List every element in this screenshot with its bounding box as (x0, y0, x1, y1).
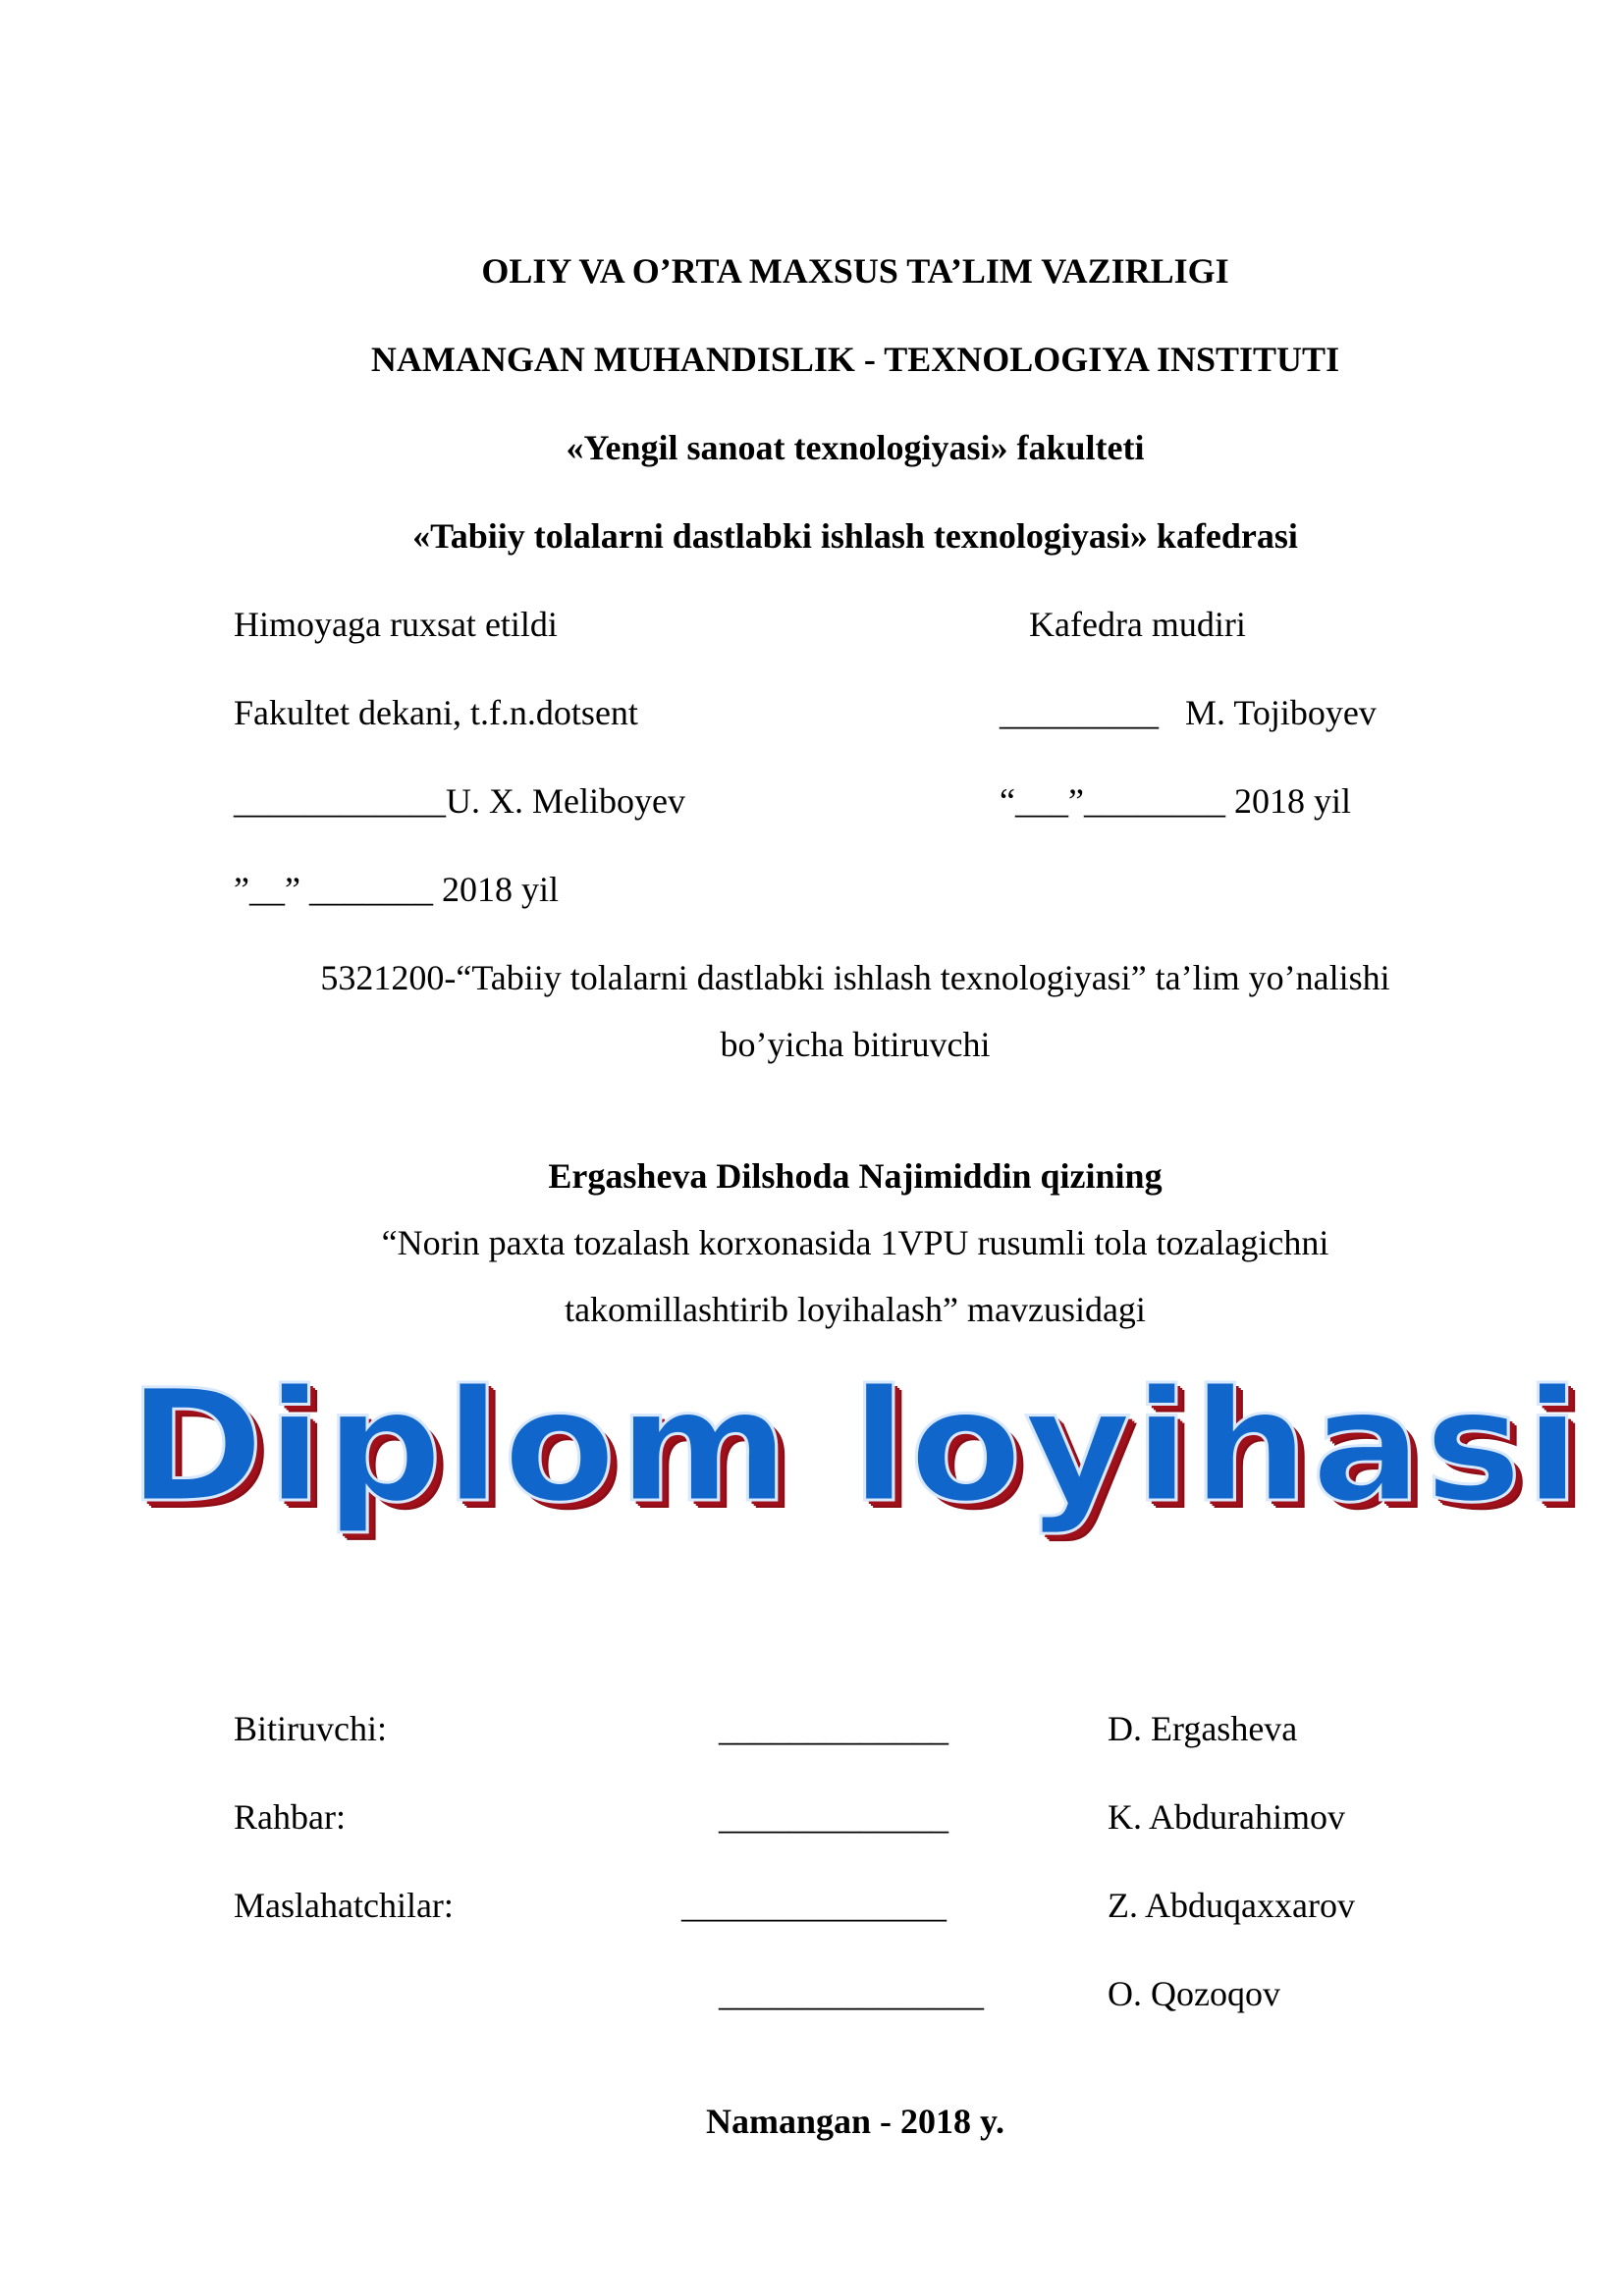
approval-right-line2: _________ M. Tojiboyev (1000, 693, 1377, 732)
approval-right-line3: “___”________ 2018 yil (1000, 781, 1351, 821)
signature-role-1: Bitiruvchi: (234, 1709, 387, 1748)
signature-role-2: Rahbar: (234, 1797, 346, 1837)
faculty-heading: «Yengil sanoat texnologiyasi» fakulteti (566, 428, 1145, 467)
program-line2: bo’yicha bitiruvchi (720, 1025, 991, 1064)
topic-line2: takomillashtirib loyihalash” mavzusidagi (565, 1290, 1146, 1329)
signature-blank-4: _______________ (719, 1974, 984, 2013)
signature-blank-3: _______________ (681, 1886, 947, 1925)
student-name: Ergasheva Dilshoda Najimiddin qizining (548, 1156, 1163, 1196)
signature-name-4: O. Qozoqov (1108, 1974, 1280, 2013)
approval-left-line4: ”__” _______ 2018 yil (234, 870, 559, 909)
footer-place-year: Namangan - 2018 y. (705, 2102, 1005, 2141)
ministry-heading: OLIY VA O’RTA MAXSUS TA’LIM VAZIRLIGI (481, 251, 1229, 291)
department-heading: «Tabiiy tolalarni dastlabki ishlash texnologiyasi» kafedrasi (412, 516, 1298, 556)
signature-role-3: Maslahatchilar: (234, 1886, 454, 1925)
approval-left-line3: ____________U. X. Meliboyev (234, 781, 685, 821)
topic-line1: “Norin paxta tozalash korxonasida 1VPU rusumli tola tozalagichni (381, 1223, 1329, 1262)
approval-left-line1: Himoyaga ruxsat etildi (234, 605, 558, 644)
signature-blank-2: _____________ (719, 1797, 948, 1837)
approval-left-line2: Fakultet dekani, t.f.n.dotsent (234, 693, 638, 732)
signature-name-3: Z. Abduqaxxarov (1108, 1886, 1355, 1925)
program-line1: 5321200-“Tabiiy tolalarni dastlabki ishlash texnologiyasi” ta’lim yo’nalishi (320, 958, 1390, 997)
signature-blank-1: _____________ (719, 1709, 948, 1748)
approval-right-line1: Kafedra mudiri (1029, 605, 1246, 644)
institute-heading: NAMANGAN MUHANDISLIK - TEXNOLOGIYA INSTITUTI (370, 340, 1340, 379)
document-title: Diplom loyihasi (128, 1357, 1583, 1537)
signature-name-2: K. Abdurahimov (1108, 1797, 1345, 1837)
signature-name-1: D. Ergasheva (1108, 1709, 1298, 1748)
